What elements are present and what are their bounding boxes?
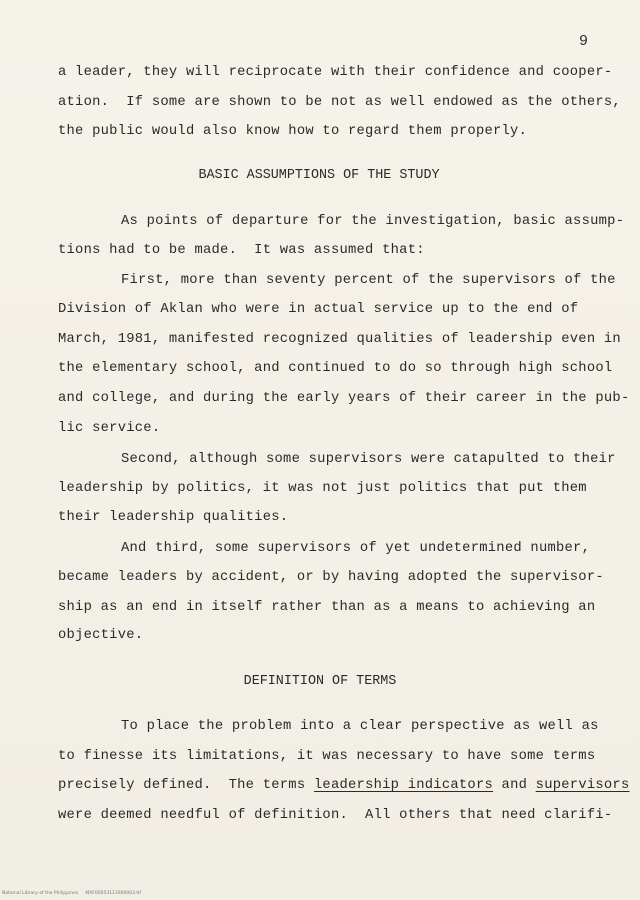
assumptions-intro-line-2: tions had to be made. It was assumed that:: [58, 243, 425, 258]
definition-line-4: were deemed needful of definition. All others that need clarifi-: [58, 808, 613, 823]
page-number: 9: [579, 33, 589, 50]
first-assumption-line-6: lic service.: [58, 421, 161, 436]
definition-line-3: [58, 777, 630, 795]
first-assumption-line-1: First, more than seventy percent of the supervisors of the: [121, 273, 616, 288]
second-assumption-line-1: Second, although some supervisors were catapulted to their: [121, 452, 616, 467]
definition-line-2: to finesse its limitations, it was necessary to have some terms: [58, 749, 596, 764]
definition-line-3-start: precisely defined. The terms: [58, 778, 314, 793]
second-assumption-line-2: leadership by politics, it was not just politics that put them: [58, 481, 587, 496]
third-assumption-line-2: became leaders by accident, or by having adopted the supervisor-: [58, 570, 604, 585]
opening-line-1: a leader, they will reciprocate with their confidence and cooper-: [58, 65, 613, 80]
opening-line-3: the public would also know how to regard them properly.: [58, 124, 528, 139]
term-leadership-indicators: leadership indicators: [313, 778, 494, 793]
opening-line-2: ation. If some are shown to be not as well endowed as the others,: [58, 95, 621, 110]
first-assumption-line-2: Division of Aklan who were in actual service up to the end of: [58, 302, 579, 317]
first-assumption-line-5: and college, and during the early years of their career in the pub-: [58, 391, 630, 406]
archive-footer: National Library of the Philippines MAF00053113S00003.tif: [2, 891, 141, 896]
term-supervisors: supervisors: [535, 778, 630, 793]
assumptions-intro-line-1: As points of departure for the investigation, basic assump-: [121, 214, 625, 229]
basic-assumptions-heading: BASIC ASSUMPTIONS OF THE STUDY: [198, 168, 440, 183]
first-assumption-line-3: March, 1981, manifested recognized qualities of leadership even in: [58, 332, 621, 347]
third-assumption-line-1: And third, some supervisors of yet undetermined number,: [121, 541, 591, 556]
definition-line-1: To place the problem into a clear perspective as well as: [121, 719, 599, 734]
third-assumption-line-3: ship as an end in itself rather than as a means to achieving an: [58, 600, 596, 615]
definition-line-3-middle: and: [493, 778, 536, 793]
third-assumption-line-4: objective.: [58, 628, 144, 643]
first-assumption-line-4: the elementary school, and continued to do so through high school: [58, 361, 613, 376]
definition-of-terms-heading: DEFINITION OF TERMS: [243, 674, 397, 689]
second-assumption-line-3: their leadership qualities.: [58, 510, 289, 525]
